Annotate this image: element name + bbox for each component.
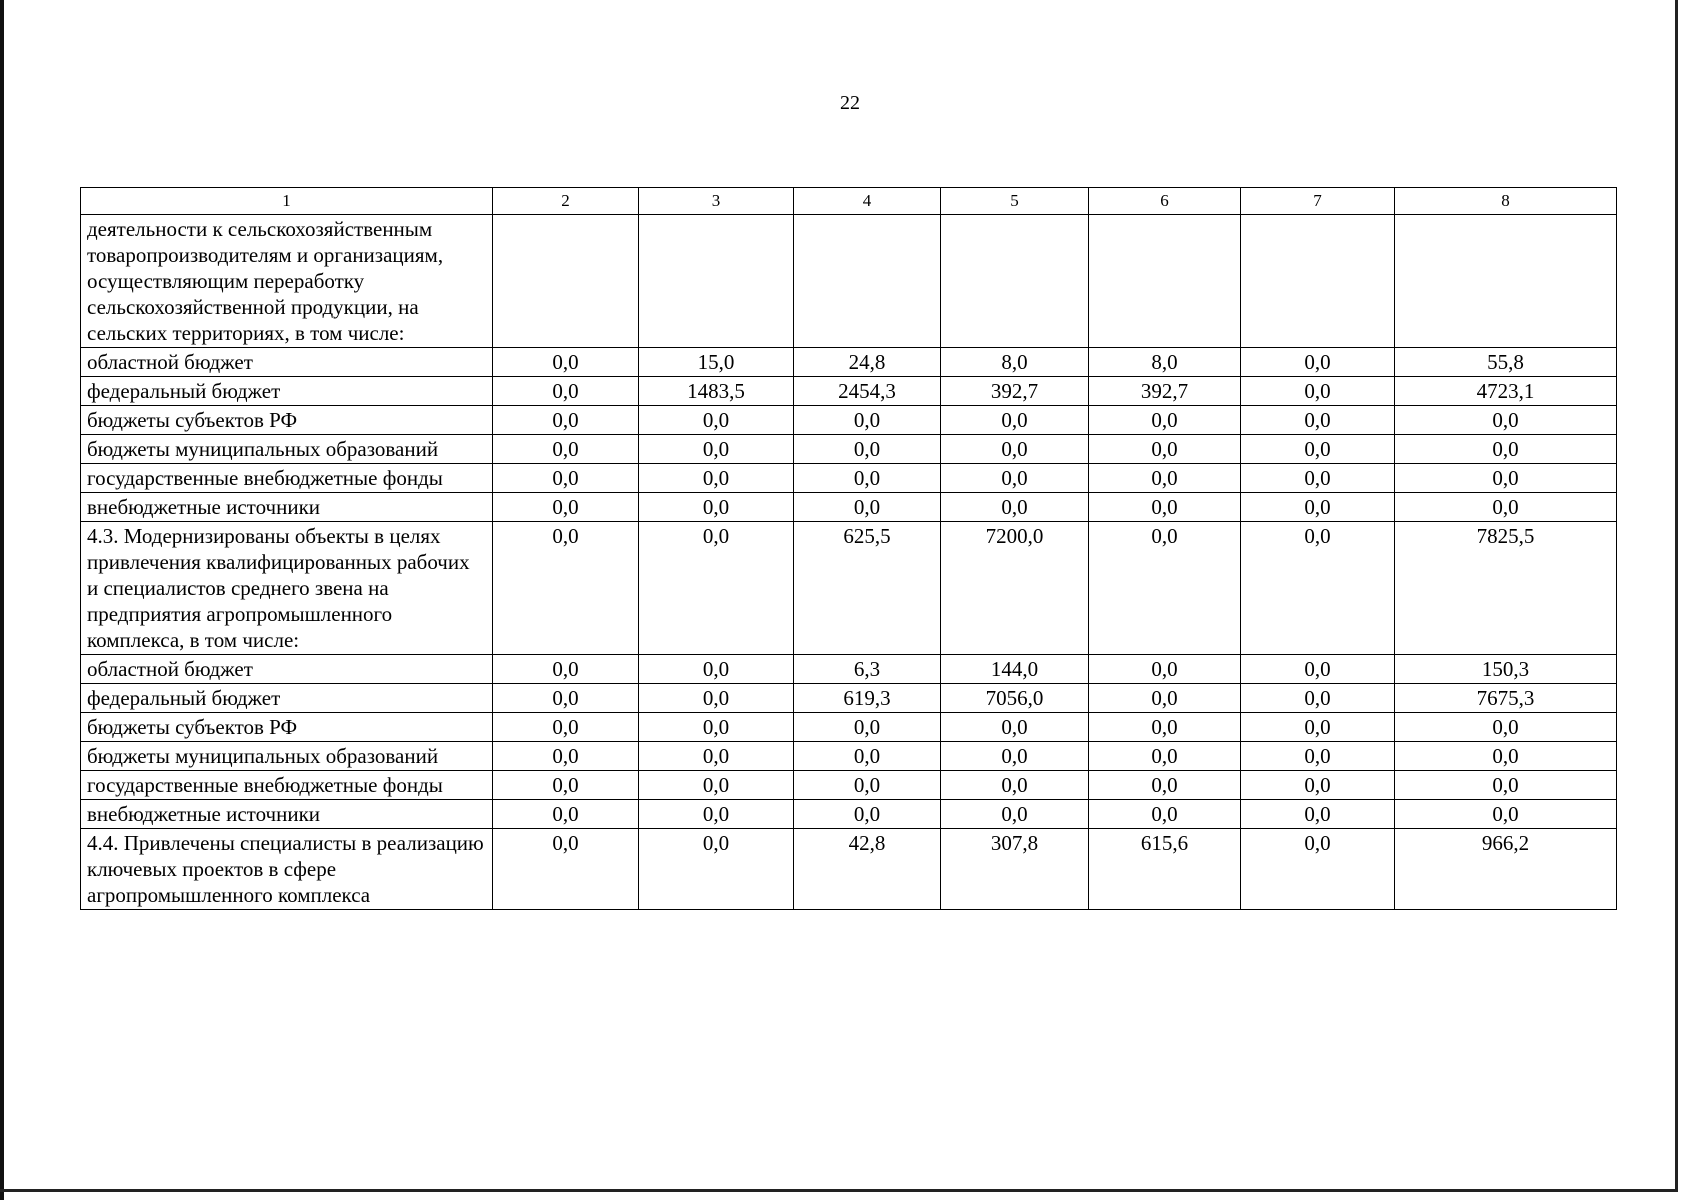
header-cell: 8	[1395, 188, 1617, 215]
value-cell: 0,0	[493, 771, 639, 800]
value-cell: 0,0	[1241, 464, 1395, 493]
row-label: бюджеты субъектов РФ	[81, 406, 493, 435]
value-cell: 0,0	[794, 464, 941, 493]
value-cell: 0,0	[941, 493, 1089, 522]
value-cell: 0,0	[1241, 771, 1395, 800]
value-cell: 6,3	[794, 655, 941, 684]
row-label: бюджеты муниципальных образований	[81, 742, 493, 771]
value-cell: 0,0	[639, 742, 794, 771]
scan-edge-left	[0, 0, 4, 1200]
value-cell: 0,0	[941, 742, 1089, 771]
value-cell: 0,0	[1241, 348, 1395, 377]
header-cell: 4	[794, 188, 941, 215]
row-label: внебюджетные источники	[81, 493, 493, 522]
value-cell: 615,6	[1089, 829, 1241, 910]
value-cell: 0,0	[1089, 522, 1241, 655]
header-cell: 5	[941, 188, 1089, 215]
value-cell: 0,0	[1241, 742, 1395, 771]
value-cell: 0,0	[1395, 406, 1617, 435]
value-cell: 0,0	[639, 713, 794, 742]
value-cell: 0,0	[941, 800, 1089, 829]
table-row	[81, 377, 1617, 406]
value-cell: 0,0	[1241, 377, 1395, 406]
value-cell: 0,0	[1241, 406, 1395, 435]
table-row	[81, 406, 1617, 435]
value-cell: 0,0	[794, 771, 941, 800]
value-cell: 0,0	[493, 348, 639, 377]
value-cell: 0,0	[794, 742, 941, 771]
row-label: бюджеты муниципальных образований	[81, 435, 493, 464]
value-cell: 0,0	[639, 684, 794, 713]
row-label: бюджеты субъектов РФ	[81, 713, 493, 742]
value-cell: 0,0	[639, 435, 794, 464]
row-label: федеральный бюджет	[81, 684, 493, 713]
value-cell: 55,8	[1395, 348, 1617, 377]
value-cell: 0,0	[493, 406, 639, 435]
value-cell: 8,0	[1089, 348, 1241, 377]
table-row	[81, 493, 1617, 522]
value-cell: 0,0	[493, 684, 639, 713]
value-cell: 7056,0	[941, 684, 1089, 713]
value-cell	[794, 215, 941, 348]
row-label: государственные внебюджетные фонды	[81, 464, 493, 493]
table-row	[81, 435, 1617, 464]
row-label: деятельности к сельскохозяйственным товаропроизводителям и организациям, осуществляющим переработку сельскохозяйственной продукции, на сельских территориях, в том числе:	[81, 215, 493, 348]
value-cell: 0,0	[639, 800, 794, 829]
value-cell: 0,0	[639, 464, 794, 493]
header-cell: 2	[493, 188, 639, 215]
value-cell: 0,0	[941, 713, 1089, 742]
value-cell: 0,0	[1395, 771, 1617, 800]
table-row	[81, 742, 1617, 771]
value-cell: 0,0	[639, 493, 794, 522]
value-cell: 0,0	[794, 435, 941, 464]
table-row	[81, 713, 1617, 742]
header-cell: 7	[1241, 188, 1395, 215]
value-cell: 0,0	[493, 377, 639, 406]
table-header-row	[81, 188, 1617, 215]
budget-table	[80, 187, 1617, 910]
value-cell: 0,0	[1241, 522, 1395, 655]
value-cell: 24,8	[794, 348, 941, 377]
value-cell: 0,0	[1395, 800, 1617, 829]
table-row	[81, 771, 1617, 800]
value-cell: 625,5	[794, 522, 941, 655]
value-cell: 0,0	[794, 713, 941, 742]
value-cell: 0,0	[493, 800, 639, 829]
value-cell: 0,0	[941, 435, 1089, 464]
value-cell: 0,0	[1089, 464, 1241, 493]
value-cell	[941, 215, 1089, 348]
value-cell: 0,0	[794, 800, 941, 829]
value-cell: 0,0	[1241, 493, 1395, 522]
value-cell: 0,0	[639, 829, 794, 910]
row-label: областной бюджет	[81, 348, 493, 377]
value-cell: 7825,5	[1395, 522, 1617, 655]
value-cell: 0,0	[639, 655, 794, 684]
value-cell	[639, 215, 794, 348]
value-cell: 0,0	[1395, 435, 1617, 464]
table-row	[81, 464, 1617, 493]
value-cell: 0,0	[1241, 435, 1395, 464]
value-cell: 4723,1	[1395, 377, 1617, 406]
value-cell: 0,0	[1241, 655, 1395, 684]
value-cell: 0,0	[1089, 406, 1241, 435]
scan-edge-bottom	[0, 1189, 1675, 1192]
value-cell: 0,0	[1241, 829, 1395, 910]
value-cell: 0,0	[1089, 435, 1241, 464]
row-label: государственные внебюджетные фонды	[81, 771, 493, 800]
table-row	[81, 829, 1617, 910]
table-row	[81, 655, 1617, 684]
page-number: 22	[840, 92, 860, 114]
row-label: областной бюджет	[81, 655, 493, 684]
table-row	[81, 522, 1617, 655]
value-cell: 0,0	[493, 522, 639, 655]
value-cell: 2454,3	[794, 377, 941, 406]
value-cell: 307,8	[941, 829, 1089, 910]
value-cell: 0,0	[1089, 771, 1241, 800]
value-cell: 0,0	[493, 464, 639, 493]
value-cell: 0,0	[1395, 493, 1617, 522]
header-cell: 6	[1089, 188, 1241, 215]
value-cell: 0,0	[794, 493, 941, 522]
value-cell	[493, 215, 639, 348]
value-cell: 7675,3	[1395, 684, 1617, 713]
row-label: 4.3. Модернизированы объекты в целях привлечения квалифицированных рабочих и специалистов среднего звена на предприятия агропромышленного комплекса, в том числе:	[81, 522, 493, 655]
value-cell: 0,0	[1395, 713, 1617, 742]
table-body	[81, 215, 1617, 910]
value-cell: 392,7	[1089, 377, 1241, 406]
table-row	[81, 800, 1617, 829]
table-row	[81, 215, 1617, 348]
value-cell: 0,0	[493, 655, 639, 684]
row-label: внебюджетные источники	[81, 800, 493, 829]
value-cell: 0,0	[1089, 493, 1241, 522]
value-cell: 1483,5	[639, 377, 794, 406]
value-cell: 150,3	[1395, 655, 1617, 684]
value-cell: 0,0	[493, 713, 639, 742]
header-cell: 3	[639, 188, 794, 215]
scan-edge-right	[1675, 0, 1678, 1192]
value-cell: 15,0	[639, 348, 794, 377]
value-cell: 0,0	[493, 435, 639, 464]
row-label: федеральный бюджет	[81, 377, 493, 406]
value-cell: 0,0	[1089, 800, 1241, 829]
value-cell: 0,0	[493, 742, 639, 771]
row-label: 4.4. Привлечены специалисты в реализацию ключевых проектов в сфере агропромышленного комплекса	[81, 829, 493, 910]
value-cell: 0,0	[1089, 713, 1241, 742]
value-cell: 7200,0	[941, 522, 1089, 655]
value-cell: 0,0	[639, 406, 794, 435]
value-cell	[1395, 215, 1617, 348]
value-cell: 0,0	[493, 829, 639, 910]
value-cell: 0,0	[941, 406, 1089, 435]
value-cell: 144,0	[941, 655, 1089, 684]
value-cell: 0,0	[493, 493, 639, 522]
value-cell: 619,3	[794, 684, 941, 713]
value-cell: 0,0	[639, 522, 794, 655]
value-cell: 0,0	[794, 406, 941, 435]
value-cell: 0,0	[1089, 742, 1241, 771]
value-cell: 0,0	[1395, 742, 1617, 771]
table-row	[81, 684, 1617, 713]
value-cell	[1089, 215, 1241, 348]
value-cell: 0,0	[941, 771, 1089, 800]
value-cell: 42,8	[794, 829, 941, 910]
value-cell: 0,0	[1089, 655, 1241, 684]
value-cell	[1241, 215, 1395, 348]
value-cell: 966,2	[1395, 829, 1617, 910]
value-cell: 8,0	[941, 348, 1089, 377]
value-cell: 0,0	[1241, 684, 1395, 713]
value-cell: 0,0	[941, 464, 1089, 493]
value-cell: 0,0	[639, 771, 794, 800]
table-row	[81, 348, 1617, 377]
value-cell: 392,7	[941, 377, 1089, 406]
value-cell: 0,0	[1241, 800, 1395, 829]
header-cell: 1	[81, 188, 493, 215]
value-cell: 0,0	[1395, 464, 1617, 493]
value-cell: 0,0	[1241, 713, 1395, 742]
value-cell: 0,0	[1089, 684, 1241, 713]
